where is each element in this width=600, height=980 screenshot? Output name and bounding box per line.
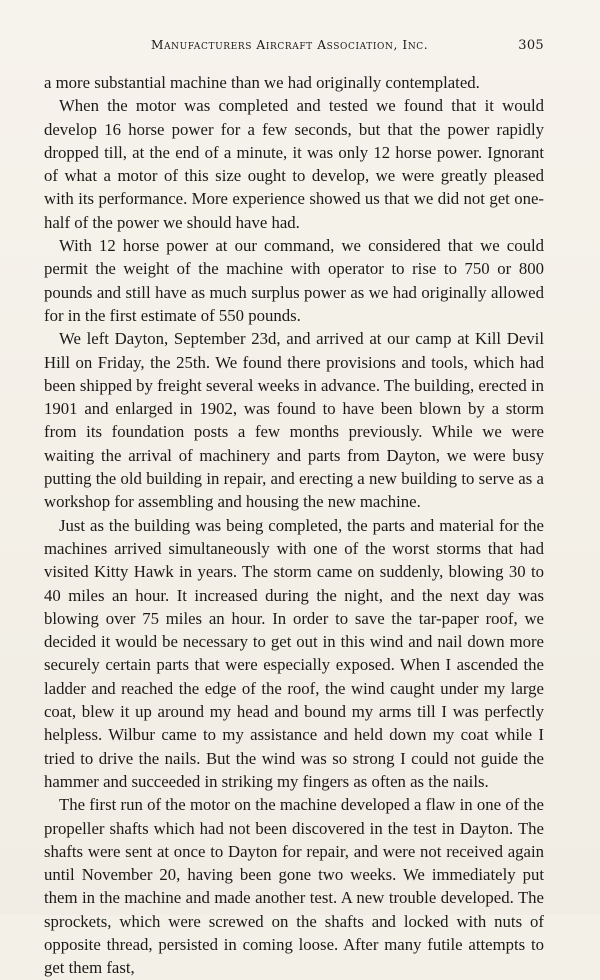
paragraph-continued: a more substantial machine than we had originally contemplated. (44, 73, 480, 92)
paragraph-motor-test: When the motor was completed and tested we found that it would develop 16 horse power for a few seconds, but that the power rapidly dropped till, at the end of a minute, it was only 12 horse power. Ignorant of what a motor of this size ought to develop, we were greatly pleased with its performance. More experience showed us that we did not get one-half of the power we should have had. (44, 96, 544, 232)
paragraph-arrival-camp: We left Dayton, September 23d, and arrived at our camp at Kill Devil Hill on Friday, the 25th. We found there provisions and tools, which had been shipped by freight several weeks in advance. The building, erected in 1901 and enlarged in 1902, was found to have been blown by a storm from its foundation posts a few months previously. While we were waiting the arrival of machinery and parts from Dayton, we were busy putting the old building in repair, and erecting a new building to serve as a workshop for assembling and housing the new machine. (44, 329, 544, 512)
paragraph-horse-power: With 12 horse power at our command, we considered that we could permit the weight of the machine with operator to rise to 750 or 800 pounds and still have as much surplus power as we had originally allowed for in the first estimate of 550 pounds. (44, 236, 544, 325)
paragraph-propeller-shafts: The first run of the motor on the machine developed a flaw in one of the propeller shafts which had not been discovered in the test in Dayton. The shafts were sent at once to Dayton for repair, and were not received again until November 20, having been gone two weeks. We immediately put them in the machine and made another test. A new trouble developed. The sprockets, which were screwed on the shafts and locked with nuts of opposite thread, persisted in coming loose. After many futile attempts to get them fast, (44, 795, 544, 978)
paragraph-storm: Just as the building was being completed, the parts and material for the machines arrived simultaneously with one of the worst storms that had visited Kitty Hawk in years. The storm came on suddenly, blowing 30 to 40 miles an hour. It increased during the night, and the next day was blowing over 75 miles an hour. In order to save the tar-paper roof, we decided it would be necessary to get out in this wind and nail down more securely certain parts that were especially exposed. When I ascended the ladder and reached the edge of the roof, the wind caught under my large coat, blew it up around my head and bound my arms till I was perfectly helpless. Wilbur came to my assistance and held down my coat while I tried to drive the nails. But the wind was so strong I could not guide the hammer and succeeded in striking my fingers as often as the nails. (44, 515, 544, 791)
running-title: Manufacturers Aircraft Association, Inc. (151, 38, 429, 52)
page-number: 305 (518, 38, 544, 53)
body-text (44, 71, 544, 978)
running-header (44, 38, 544, 58)
